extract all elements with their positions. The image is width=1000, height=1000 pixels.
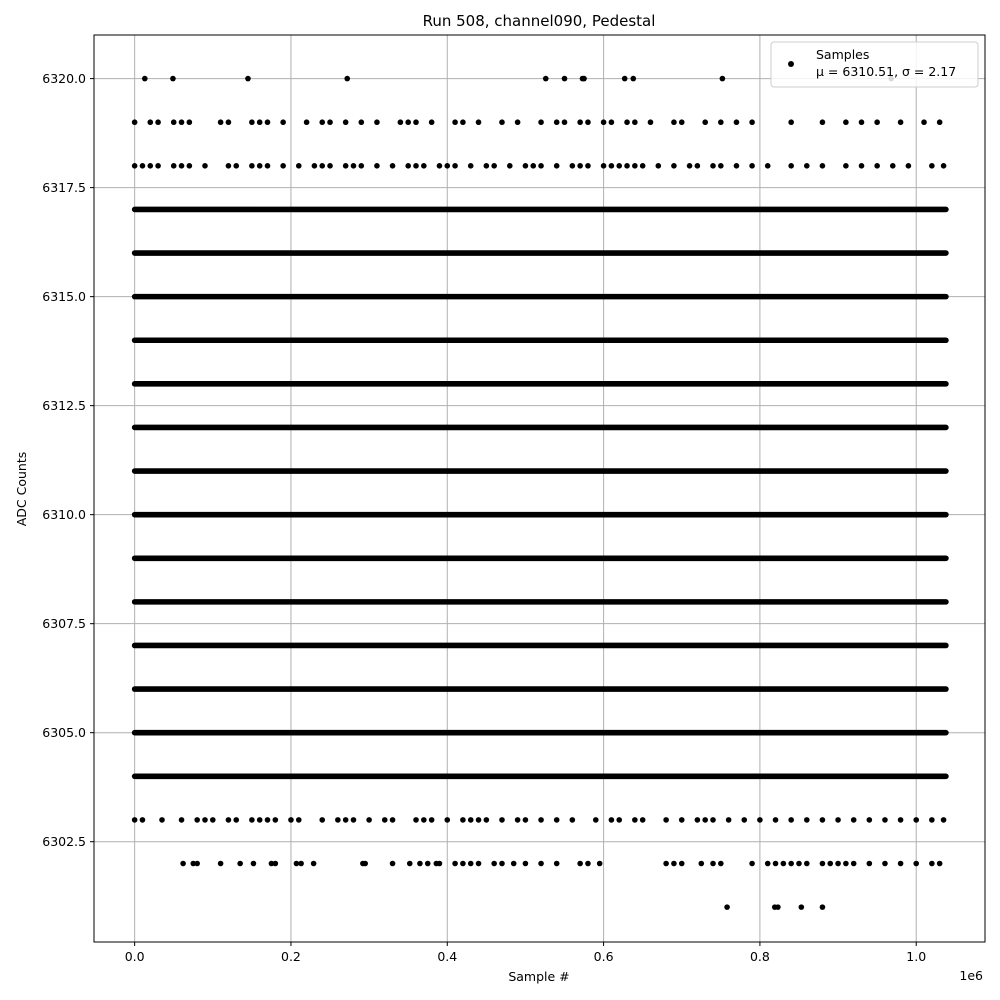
sample-point bbox=[515, 119, 521, 125]
sample-point bbox=[921, 119, 927, 125]
sample-point bbox=[180, 861, 186, 867]
sample-point bbox=[171, 119, 177, 125]
sample-point bbox=[319, 119, 325, 125]
sample-point bbox=[249, 817, 255, 823]
sample-point bbox=[710, 163, 716, 169]
y-tick-label: 6317.5 bbox=[42, 180, 86, 196]
sample-point bbox=[577, 119, 583, 125]
sample-point bbox=[616, 817, 622, 823]
sample-point bbox=[788, 861, 794, 867]
sample-point bbox=[543, 76, 549, 82]
sample-point bbox=[687, 163, 693, 169]
sample-point bbox=[226, 163, 232, 169]
sample-point bbox=[799, 904, 805, 910]
sample-point bbox=[609, 817, 615, 823]
sample-point bbox=[788, 817, 794, 823]
sample-point bbox=[251, 861, 257, 867]
sample-point bbox=[718, 861, 724, 867]
sample-point bbox=[624, 163, 630, 169]
sample-point bbox=[484, 817, 490, 823]
sample-point bbox=[359, 119, 365, 125]
sample-point bbox=[405, 119, 411, 125]
sample-point bbox=[335, 817, 341, 823]
y-axis-label: ADC Counts bbox=[14, 451, 29, 527]
sample-point bbox=[249, 119, 255, 125]
sample-point bbox=[562, 119, 568, 125]
sample-point bbox=[702, 817, 708, 823]
x-tick-label: 0.6 bbox=[593, 949, 614, 964]
sample-point bbox=[632, 119, 638, 125]
sample-point bbox=[796, 861, 802, 867]
sample-point bbox=[187, 163, 193, 169]
sample-point bbox=[476, 119, 482, 125]
sample-point bbox=[749, 163, 755, 169]
sample-point bbox=[179, 119, 185, 125]
sample-point bbox=[765, 861, 771, 867]
sample-point bbox=[351, 163, 357, 169]
sample-point bbox=[362, 861, 368, 867]
sample-point bbox=[437, 163, 443, 169]
sample-point bbox=[265, 119, 271, 125]
sample-point bbox=[319, 817, 325, 823]
sample-point bbox=[311, 861, 317, 867]
sample-point bbox=[663, 861, 669, 867]
sample-point bbox=[788, 163, 794, 169]
sample-point bbox=[859, 163, 865, 169]
sample-point bbox=[941, 817, 947, 823]
sample-point bbox=[820, 119, 826, 125]
x-tick-label: 0.2 bbox=[281, 949, 301, 964]
sample-point bbox=[804, 817, 810, 823]
sample-point bbox=[170, 76, 176, 82]
sample-point bbox=[429, 817, 435, 823]
sample-point bbox=[147, 119, 153, 125]
sample-point bbox=[898, 861, 904, 867]
sample-point bbox=[679, 817, 685, 823]
sample-point bbox=[312, 163, 318, 169]
sample-point bbox=[132, 163, 138, 169]
sample-point bbox=[835, 861, 841, 867]
sample-point bbox=[851, 817, 857, 823]
sample-point bbox=[187, 119, 193, 125]
sample-point bbox=[413, 817, 419, 823]
sample-point bbox=[734, 119, 740, 125]
sample-point bbox=[929, 861, 935, 867]
sample-point bbox=[398, 119, 404, 125]
sample-point bbox=[663, 817, 669, 823]
sample-point bbox=[698, 861, 704, 867]
sample-point bbox=[695, 163, 701, 169]
sample-point bbox=[296, 817, 302, 823]
sample-point bbox=[874, 119, 880, 125]
sample-point bbox=[749, 119, 755, 125]
sample-point bbox=[444, 817, 450, 823]
sample-point bbox=[726, 817, 732, 823]
sample-point bbox=[597, 861, 603, 867]
sample-point bbox=[343, 119, 349, 125]
sample-point bbox=[218, 119, 224, 125]
sample-point bbox=[554, 861, 560, 867]
sample-point bbox=[452, 861, 458, 867]
sample-point bbox=[882, 861, 888, 867]
sample-point bbox=[890, 163, 896, 169]
sample-point bbox=[530, 163, 536, 169]
sample-point bbox=[554, 163, 560, 169]
sample-point bbox=[491, 861, 497, 867]
y-tick-label: 6312.5 bbox=[42, 398, 86, 414]
sample-point bbox=[142, 76, 148, 82]
sample-point bbox=[765, 163, 771, 169]
sample-point bbox=[913, 861, 919, 867]
sample-point bbox=[245, 76, 251, 82]
sample-point bbox=[577, 861, 583, 867]
sample-point bbox=[882, 817, 888, 823]
sample-point bbox=[671, 119, 677, 125]
sample-point bbox=[656, 163, 662, 169]
sample-point bbox=[343, 163, 349, 169]
sample-point bbox=[265, 817, 271, 823]
sample-point bbox=[702, 119, 708, 125]
sample-point bbox=[775, 904, 781, 910]
legend-marker bbox=[788, 61, 794, 67]
sample-point bbox=[511, 861, 517, 867]
sample-point bbox=[679, 119, 685, 125]
sample-point bbox=[237, 861, 243, 867]
sample-point bbox=[413, 163, 419, 169]
sample-point bbox=[413, 119, 419, 125]
sample-point bbox=[601, 163, 607, 169]
sample-point bbox=[515, 817, 521, 823]
sample-point bbox=[132, 119, 138, 125]
legend-label: Samples bbox=[816, 47, 870, 62]
sample-point bbox=[343, 817, 349, 823]
sample-point bbox=[622, 76, 628, 82]
sample-point bbox=[273, 861, 279, 867]
sample-point bbox=[554, 817, 560, 823]
sample-point bbox=[781, 861, 787, 867]
sample-point bbox=[843, 119, 849, 125]
sample-point bbox=[280, 163, 286, 169]
sample-point bbox=[499, 861, 505, 867]
sample-point bbox=[218, 861, 224, 867]
sample-point bbox=[298, 861, 304, 867]
sample-point bbox=[468, 817, 474, 823]
sample-point bbox=[327, 119, 333, 125]
x-tick-label: 1.0 bbox=[906, 949, 927, 964]
sample-point bbox=[366, 817, 372, 823]
sample-point bbox=[718, 119, 724, 125]
x-tick-label: 0.8 bbox=[749, 949, 770, 964]
sample-point bbox=[867, 861, 873, 867]
sample-point bbox=[226, 817, 232, 823]
sample-point bbox=[718, 163, 724, 169]
sample-point bbox=[499, 119, 505, 125]
sample-point bbox=[257, 163, 263, 169]
sample-point bbox=[640, 817, 646, 823]
sample-point bbox=[351, 817, 357, 823]
sample-point bbox=[585, 119, 591, 125]
sample-point bbox=[724, 904, 730, 910]
sample-point bbox=[523, 817, 529, 823]
sample-point bbox=[734, 163, 740, 169]
sample-point bbox=[499, 817, 505, 823]
sample-point bbox=[632, 163, 638, 169]
sample-point bbox=[155, 163, 161, 169]
y-tick-label: 6307.5 bbox=[42, 616, 86, 632]
sample-point bbox=[171, 163, 177, 169]
x-axis-label: Sample # bbox=[508, 969, 570, 984]
sample-point bbox=[671, 861, 677, 867]
sample-point bbox=[523, 163, 529, 169]
sample-point bbox=[835, 817, 841, 823]
sample-point bbox=[233, 817, 239, 823]
sample-point bbox=[630, 76, 636, 82]
sample-point bbox=[265, 163, 271, 169]
sample-point bbox=[159, 817, 165, 823]
sample-point bbox=[624, 119, 630, 125]
sample-point bbox=[202, 163, 208, 169]
sample-point bbox=[538, 817, 544, 823]
sample-point bbox=[695, 817, 701, 823]
y-tick-label: 6310.0 bbox=[42, 507, 86, 523]
sample-point bbox=[405, 163, 411, 169]
sample-point bbox=[359, 163, 365, 169]
sample-point bbox=[344, 76, 350, 82]
sample-point bbox=[679, 861, 685, 867]
sample-point bbox=[671, 163, 677, 169]
sample-point bbox=[632, 817, 638, 823]
sample-point bbox=[491, 163, 497, 169]
sample-point bbox=[507, 163, 513, 169]
sample-point bbox=[843, 861, 849, 867]
sample-point bbox=[280, 119, 286, 125]
sample-point bbox=[577, 163, 583, 169]
sample-point bbox=[741, 817, 747, 823]
sample-point bbox=[233, 163, 239, 169]
sample-point bbox=[468, 163, 474, 169]
sample-point bbox=[374, 163, 380, 169]
sample-point bbox=[720, 76, 726, 82]
sample-point bbox=[390, 817, 396, 823]
sample-point bbox=[382, 817, 388, 823]
x-tick-label: 0.0 bbox=[124, 949, 145, 964]
sample-point bbox=[593, 817, 599, 823]
sample-point bbox=[843, 163, 849, 169]
sample-point bbox=[773, 817, 779, 823]
sample-point bbox=[820, 817, 826, 823]
sample-point bbox=[570, 817, 576, 823]
sample-point bbox=[804, 861, 810, 867]
sample-point bbox=[257, 119, 263, 125]
sample-point bbox=[476, 861, 482, 867]
sample-point bbox=[898, 119, 904, 125]
sample-point bbox=[407, 861, 413, 867]
sample-point bbox=[429, 119, 435, 125]
sample-point bbox=[585, 163, 591, 169]
sample-point bbox=[827, 861, 833, 867]
sample-point bbox=[179, 817, 185, 823]
sample-point bbox=[710, 861, 716, 867]
sample-point bbox=[210, 817, 216, 823]
sample-point bbox=[538, 119, 544, 125]
sample-point bbox=[820, 904, 826, 910]
sample-point bbox=[296, 163, 302, 169]
sample-point bbox=[194, 817, 200, 823]
sample-point bbox=[257, 817, 263, 823]
y-tick-label: 6315.0 bbox=[42, 289, 86, 305]
sample-point bbox=[581, 76, 587, 82]
sample-point bbox=[374, 119, 380, 125]
sample-point bbox=[390, 163, 396, 169]
sample-point bbox=[468, 861, 474, 867]
sample-point bbox=[484, 163, 490, 169]
sample-point bbox=[609, 163, 615, 169]
sample-point bbox=[648, 119, 654, 125]
sample-point bbox=[601, 119, 607, 125]
sample-point bbox=[194, 861, 200, 867]
chart-title: Run 508, channel090, Pedestal bbox=[422, 12, 656, 30]
sample-point bbox=[913, 817, 919, 823]
sample-point bbox=[226, 119, 232, 125]
sample-point bbox=[773, 861, 779, 867]
sample-point bbox=[609, 119, 615, 125]
sample-point bbox=[437, 861, 443, 867]
sample-point bbox=[460, 119, 466, 125]
sample-point bbox=[788, 119, 794, 125]
sample-point bbox=[421, 817, 427, 823]
sample-point bbox=[562, 76, 568, 82]
sample-point bbox=[140, 163, 146, 169]
sample-point bbox=[273, 817, 279, 823]
sample-point bbox=[710, 817, 716, 823]
sample-point bbox=[140, 817, 146, 823]
x-tick-label: 0.4 bbox=[437, 949, 458, 964]
sample-point bbox=[570, 163, 576, 169]
sample-point bbox=[874, 163, 880, 169]
sample-point bbox=[898, 817, 904, 823]
sample-point bbox=[859, 119, 865, 125]
sample-point bbox=[421, 163, 427, 169]
sample-point bbox=[452, 163, 458, 169]
sample-point bbox=[929, 817, 935, 823]
sample-point bbox=[757, 817, 763, 823]
y-tick-label: 6305.0 bbox=[42, 725, 86, 741]
sample-point bbox=[288, 817, 294, 823]
sample-point bbox=[851, 861, 857, 867]
sample-point bbox=[554, 119, 560, 125]
y-tick-label: 6302.5 bbox=[42, 834, 86, 850]
legend-stats: μ = 6310.51, σ = 2.17 bbox=[816, 64, 957, 79]
legend bbox=[771, 42, 978, 87]
sample-point bbox=[444, 163, 450, 169]
sample-point bbox=[155, 119, 161, 125]
sample-point bbox=[640, 163, 646, 169]
sample-point bbox=[538, 861, 544, 867]
sample-point bbox=[906, 163, 912, 169]
sample-point bbox=[820, 861, 826, 867]
y-tick-label: 6320.0 bbox=[42, 71, 86, 87]
sample-point bbox=[867, 817, 873, 823]
sample-point bbox=[460, 817, 466, 823]
sample-point bbox=[749, 861, 755, 867]
sample-point bbox=[304, 119, 310, 125]
sample-point bbox=[202, 817, 208, 823]
sample-point bbox=[820, 163, 826, 169]
x-axis-offset-label: 1e6 bbox=[959, 968, 983, 983]
sample-point bbox=[417, 861, 423, 867]
sample-point bbox=[319, 163, 325, 169]
sample-point bbox=[616, 163, 622, 169]
sample-point bbox=[249, 163, 255, 169]
sample-point bbox=[476, 817, 482, 823]
sample-point bbox=[460, 861, 466, 867]
sample-point bbox=[585, 861, 591, 867]
sample-point bbox=[538, 163, 544, 169]
sample-point bbox=[804, 163, 810, 169]
sample-point bbox=[941, 163, 947, 169]
sample-point bbox=[147, 163, 153, 169]
sample-point bbox=[425, 861, 431, 867]
sample-point bbox=[929, 163, 935, 169]
sample-point bbox=[179, 163, 185, 169]
sample-point bbox=[523, 861, 529, 867]
sample-point bbox=[937, 119, 943, 125]
sample-point bbox=[132, 817, 138, 823]
sample-point bbox=[390, 861, 396, 867]
sample-point bbox=[937, 861, 943, 867]
sample-point bbox=[452, 119, 458, 125]
sample-point bbox=[327, 163, 333, 169]
